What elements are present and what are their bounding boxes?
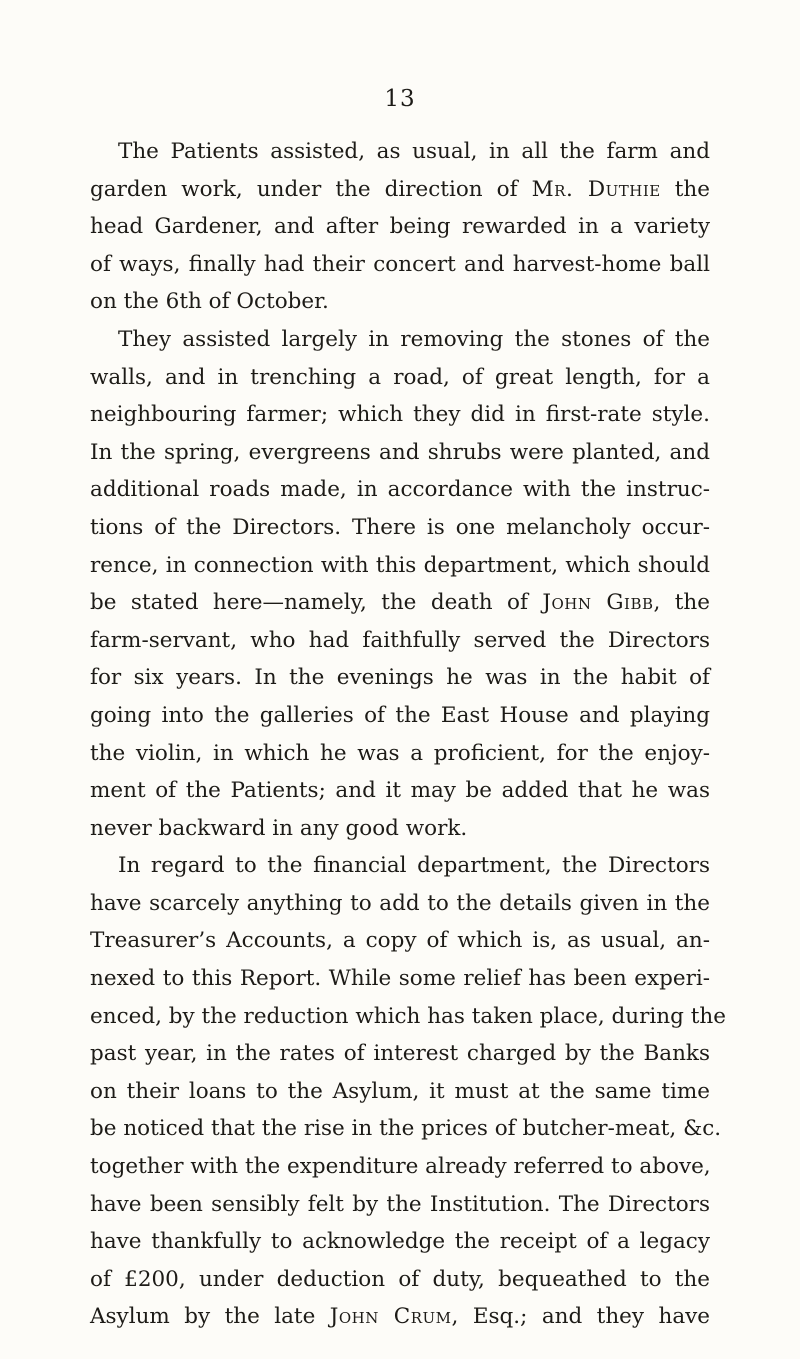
proper-name: Mr. Duthie: [531, 176, 661, 202]
text-run: In regard to the financial department, the Directors: [118, 853, 710, 879]
text-run: the: [660, 176, 710, 202]
text-run: ment of the Patients; and it may be added that he was: [90, 778, 710, 804]
text-line: [90, 697, 710, 735]
text-line: [90, 1035, 710, 1073]
text-line: [90, 547, 710, 585]
text-line: [90, 396, 710, 434]
text-run: rence, in connection with this department, which should: [90, 552, 710, 578]
text-line: [90, 885, 710, 923]
text-line: [90, 208, 710, 246]
text-line: [90, 246, 710, 284]
text-line: [90, 171, 710, 209]
text-line: [90, 1073, 710, 1111]
proper-name: John Gibb: [542, 590, 654, 616]
text-line: [90, 471, 710, 509]
text-run: nexed to this Report. While some relief has been experi-: [90, 966, 710, 992]
text-run: enced, by the reduction which has taken place, during the: [90, 1003, 726, 1029]
text-run: on their loans to the Asylum, it must at the same time: [90, 1078, 710, 1104]
text-run: have been sensibly felt by the Institution. The Directors: [90, 1191, 710, 1217]
text-run: garden work, under the direction of: [90, 176, 532, 202]
text-line: [90, 659, 710, 697]
text-run: have thankfully to acknowledge the receipt of a legacy: [90, 1229, 710, 1255]
body-text: [90, 133, 726, 1336]
text-line: [90, 283, 710, 321]
text-line: [90, 847, 710, 885]
text-run: Asylum by the late: [90, 1304, 330, 1330]
proper-name: John Crum: [329, 1304, 452, 1330]
text-line: [90, 1223, 710, 1261]
text-line: [90, 998, 726, 1036]
text-run: on the 6th of October.: [90, 289, 329, 315]
paragraph: [90, 847, 726, 1336]
text-run: They assisted largely in removing the stones of the: [118, 326, 710, 352]
text-run: for six years. In the evenings he was in the habit of: [90, 665, 710, 691]
text-run: of £200, under deduction of duty, bequeathed to the: [90, 1266, 710, 1292]
text-line: [90, 735, 710, 773]
text-run: Treasurer’s Accounts, a copy of which is, as usual, an-: [90, 928, 710, 954]
text-line: [90, 1261, 710, 1299]
paragraph: [90, 133, 710, 321]
text-run: never backward in any good work.: [90, 815, 468, 841]
text-run: going into the galleries of the East House and playing: [90, 702, 710, 728]
text-run: neighbouring farmer; which they did in first-rate style.: [90, 402, 710, 428]
text-line: [90, 1298, 710, 1336]
text-line: [90, 434, 710, 472]
text-line: [90, 133, 710, 171]
text-run: be stated here—namely, the death of: [90, 590, 543, 616]
text-line: [90, 960, 710, 998]
text-run: of ways, finally had their concert and harvest-home ball: [90, 251, 710, 277]
text-line: [90, 772, 710, 810]
text-line: [90, 1110, 722, 1148]
text-line: [90, 1186, 710, 1224]
text-run: , the: [653, 590, 710, 616]
text-run: together with the expenditure already referred to above,: [90, 1154, 711, 1180]
text-run: head Gardener, and after being rewarded in a variety: [90, 214, 710, 240]
text-run: tions of the Directors. There is one melancholy occur-: [90, 514, 710, 540]
text-run: , Esq.; and they have: [451, 1304, 711, 1330]
text-run: farm-servant, who had faithfully served the Directors: [90, 627, 710, 653]
text-line: [90, 1148, 710, 1186]
text-line: [90, 584, 710, 622]
text-run: walls, and in trenching a road, of great length, for a: [90, 364, 710, 390]
text-line: [90, 922, 710, 960]
paragraph: [90, 321, 710, 847]
text-line: [90, 359, 710, 397]
text-line: [90, 509, 710, 547]
text-run: In the spring, evergreens and shrubs were planted, and: [90, 439, 710, 465]
text-run: additional roads made, in accordance with the instruc-: [90, 477, 710, 503]
text-run: have scarcely anything to add to the details given in the: [90, 890, 710, 916]
text-run: The Patients assisted, as usual, in all the farm and: [118, 139, 710, 164]
text-run: the violin, in which he was a proficient, for the enjoy-: [90, 740, 710, 766]
page-number: 13: [384, 86, 416, 112]
text-run: past year, in the rates of interest charged by the Banks: [90, 1041, 710, 1067]
text-line: [90, 622, 710, 660]
text-run: be noticed that the rise in the prices of butcher-meat, &c.: [90, 1116, 722, 1142]
text-line: [90, 810, 710, 848]
text-line: [90, 321, 710, 359]
